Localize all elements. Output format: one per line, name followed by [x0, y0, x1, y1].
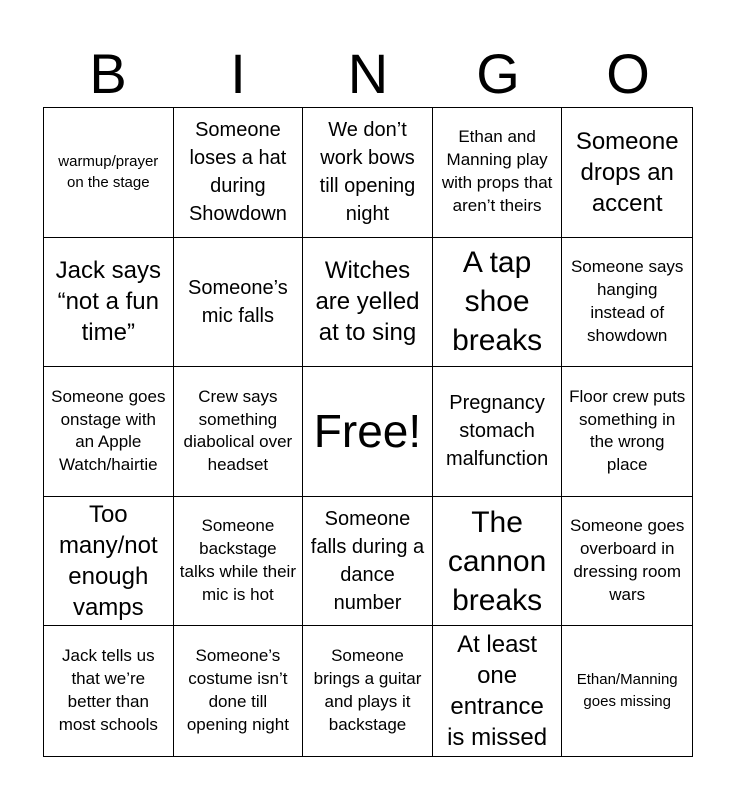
bingo-cell[interactable]: Crew says something diabolical over headset [174, 367, 304, 497]
bingo-cell[interactable]: Someone drops an accent [562, 108, 692, 238]
bingo-cell[interactable]: The cannon breaks [433, 497, 563, 627]
bingo-cell[interactable]: Jack tells us that we’re better than most schools [44, 626, 174, 756]
header-letter-i: I [230, 42, 246, 105]
header-letter-n: N [347, 42, 389, 105]
bingo-cell[interactable]: Someone goes overboard in dressing room wars [562, 497, 692, 627]
header-letter-b: B [89, 42, 127, 105]
bingo-cell[interactable]: Someone loses a hat during Showdown [174, 108, 304, 238]
header-letter-g: G [476, 42, 520, 105]
bingo-cell[interactable]: Someone brings a guitar and plays it backstage [303, 626, 433, 756]
bingo-cell[interactable]: Someone’s costume isn’t done till opening night [174, 626, 304, 756]
bingo-cell[interactable]: Ethan/Manning goes missing [576, 671, 678, 711]
bingo-cell[interactable]: A tap shoe breaks [433, 238, 563, 368]
free-space-cell[interactable]: Free! [303, 367, 433, 497]
bingo-card-grid [43, 107, 693, 757]
header-letter-o: O [606, 42, 650, 105]
bingo-cell[interactable]: We don’t work bows till opening night [303, 108, 433, 238]
bingo-cell[interactable]: Witches are yelled at to sing [303, 238, 433, 368]
bingo-cell[interactable]: Someone says hanging instead of showdown [562, 238, 692, 368]
bingo-header [43, 40, 693, 108]
bingo-cell[interactable]: Someone backstage talks while their mic is hot [174, 497, 304, 627]
bingo-cell[interactable]: Floor crew puts something in the wrong place [562, 367, 692, 497]
bingo-cell[interactable]: Too many/not enough vamps [44, 497, 174, 627]
bingo-cell[interactable]: Someone falls during a dance number [303, 497, 433, 627]
bingo-cell[interactable]: At least one entrance is missed [433, 626, 563, 756]
bingo-cell[interactable]: Someone goes onstage with an Apple Watch/hairtie [44, 367, 174, 497]
bingo-cell[interactable]: Someone’s mic falls [174, 238, 304, 368]
bingo-cell[interactable]: Ethan and Manning play with props that aren’t theirs [433, 108, 563, 238]
bingo-cell[interactable]: warmup/prayer on the stage [44, 108, 174, 238]
bingo-cell[interactable]: Jack says “not a fun time” [44, 238, 174, 368]
bingo-cell[interactable]: Pregnancy stomach malfunction [433, 367, 563, 497]
